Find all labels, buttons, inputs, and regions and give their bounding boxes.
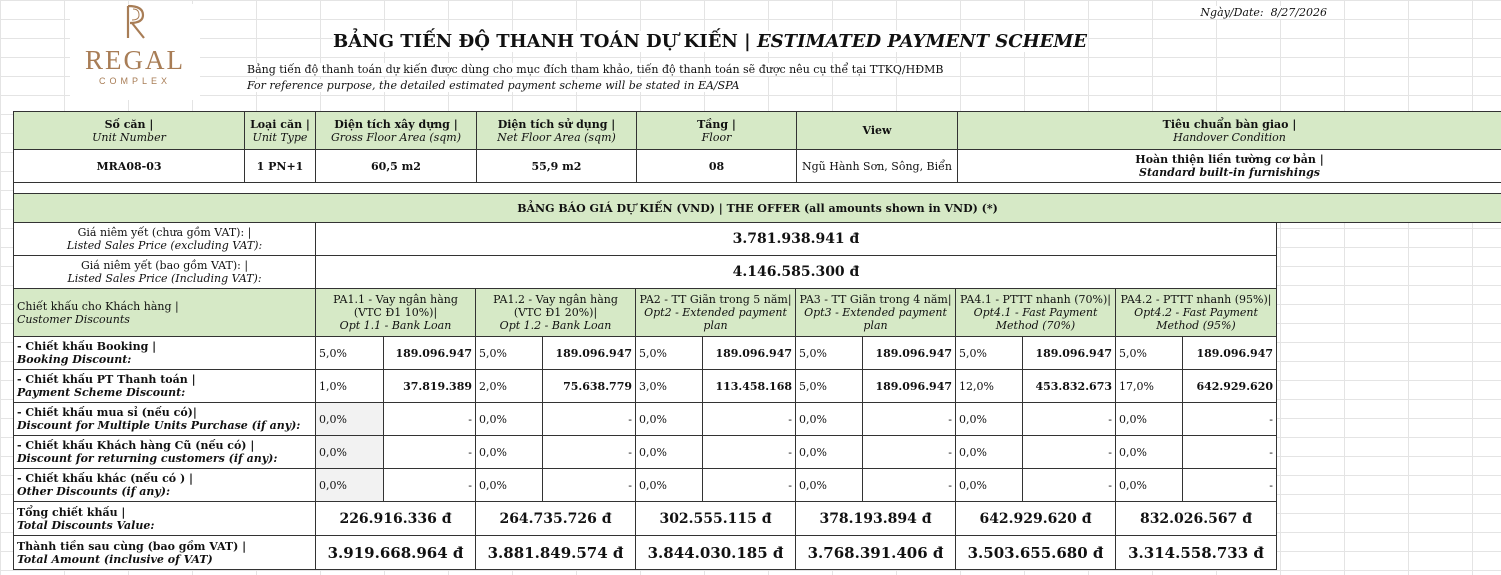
final-amount-value: 3.881.849.574 đ [476,536,636,570]
amount-cell: 189.096.947 [1183,337,1277,370]
amount-cell: 189.096.947 [543,337,636,370]
empty-cell [1277,469,1501,502]
pct-cell: 0,0% [476,403,543,436]
amount-cell: - [1023,403,1116,436]
amount-cell: - [384,469,476,502]
amount-cell: - [543,469,636,502]
pct-cell: 0,0% [796,403,863,436]
pct-cell: 0,0% [316,469,384,502]
unit-number-value: MRA08-03 [14,150,245,183]
total-discount-value: 378.193.894 đ [796,502,956,536]
amount-cell: - [863,403,956,436]
total-discount-label: Tổng chiết khấu | Total Discounts Value: [14,502,316,536]
final-amount-value: 3.844.030.185 đ [636,536,796,570]
listed-ex-value: 3.781.938.941 đ [316,223,1277,256]
pct-cell: 0,0% [796,436,863,469]
final-amount-value: 3.768.391.406 đ [796,536,956,570]
final-amount-row [14,536,1501,570]
empty-cell [1277,256,1501,289]
total-discount-value: 642.929.620 đ [956,502,1116,536]
pct-cell: 5,0% [796,370,863,403]
subtitle-en: For reference purpose, the detailed estimated payment scheme will be stated in EA/SPA [247,79,740,92]
amount-cell: 189.096.947 [1023,337,1116,370]
pct-cell: 5,0% [476,337,543,370]
amount-cell: - [384,436,476,469]
amount-cell: - [1023,436,1116,469]
total-discount-value: 226.916.336 đ [316,502,476,536]
pct-cell: 0,0% [796,469,863,502]
empty-cell [1277,536,1501,570]
header-floor: Tầng | Floor [637,112,797,150]
empty-cell [1277,289,1501,337]
discount-row-multiple [14,403,1501,436]
pct-cell: 0,0% [1116,469,1183,502]
header-gross-area: Diện tích xây dựng | Gross Floor Area (sqm) [316,112,477,150]
amount-cell: 113.458.168 [703,370,796,403]
net-area-value: 55,9 m2 [477,150,637,183]
pct-cell: 0,0% [316,436,384,469]
pct-cell: 0,0% [636,469,703,502]
row-label: - Chiết khấu Khách hàng Cũ (nếu có) | Discount for returning customers (if any): [14,436,316,469]
discount-row-booking [14,337,1501,370]
option-header-4: PA3 - TT Giãn trong 4 năm| Opt3 - Extended payment plan [796,289,956,337]
empty-cell [1277,337,1501,370]
floor-value: 08 [637,150,797,183]
date-label: Ngày/Date: [1200,6,1264,19]
handover-value: Hoàn thiện liền tường cơ bản | Standard built-in furnishings [958,150,1501,183]
listed-inc-value: 4.146.585.300 đ [316,256,1277,289]
unit-type-value: 1 PN+1 [245,150,316,183]
discount-row-other [14,469,1501,502]
amount-cell: - [1183,436,1277,469]
unit-info-table [13,111,1501,195]
pct-cell: 1,0% [316,370,384,403]
pct-cell: 12,0% [956,370,1023,403]
amount-cell: 189.096.947 [703,337,796,370]
brand-sub: COMPLEX [98,76,171,86]
pct-cell: 0,0% [1116,436,1183,469]
discount-header: Chiết khấu cho Khách hàng | Customer Discounts [14,289,316,337]
pct-cell: 5,0% [1116,337,1183,370]
header-unit-number: Số căn | Unit Number [14,112,245,150]
final-amount-value: 3.919.668.964 đ [316,536,476,570]
pct-cell: 5,0% [796,337,863,370]
offer-table [13,193,1501,570]
amount-cell: 189.096.947 [384,337,476,370]
pct-cell: 3,0% [636,370,703,403]
amount-cell: 75.638.779 [543,370,636,403]
listed-inc-label: Giá niêm yết (bao gồm VAT): | Listed Sales Price (Including VAT): [14,256,316,289]
pct-cell: 0,0% [476,436,543,469]
pct-cell: 5,0% [956,337,1023,370]
amount-cell: 37.819.389 [384,370,476,403]
amount-cell: - [384,403,476,436]
total-discount-value: 264.735.726 đ [476,502,636,536]
pct-cell: 0,0% [636,403,703,436]
option-header-3: PA2 - TT Giãn trong 5 năm| Opt2 - Extended payment plan [636,289,796,337]
pct-cell: 0,0% [956,436,1023,469]
row-label: - Chiết khấu Booking | Booking Discount: [14,337,316,370]
empty-cell [1277,502,1501,536]
total-discount-value: 832.026.567 đ [1116,502,1277,536]
amount-cell: - [703,436,796,469]
total-discount-value: 302.555.115 đ [636,502,796,536]
amount-cell: - [543,436,636,469]
amount-cell: - [1183,469,1277,502]
header-net-area: Diện tích sử dụng | Net Floor Area (sqm) [477,112,637,150]
empty-cell [1277,223,1501,256]
date-field [1196,6,1331,19]
pct-cell: 0,0% [956,469,1023,502]
pct-cell: 0,0% [316,403,384,436]
page-title [333,31,1087,52]
amount-cell: - [703,469,796,502]
row-label: - Chiết khấu PT Thanh toán | Payment Scheme Discount: [14,370,316,403]
empty-cell [1277,436,1501,469]
row-label: - Chiết khấu mua sỉ (nếu có)| Discount for Multiple Units Purchase (if any): [14,403,316,436]
brand-name: REGAL [85,45,185,75]
final-amount-value: 3.314.558.733 đ [1116,536,1277,570]
gross-area-value: 60,5 m2 [316,150,477,183]
title-vi: BẢNG TIẾN ĐỘ THANH TOÁN DỰ KIẾN | [333,31,757,52]
empty-cell [1277,370,1501,403]
header-unit-type: Loại căn | Unit Type [245,112,316,150]
total-discount-row [14,502,1501,536]
amount-cell: 189.096.947 [863,370,956,403]
amount-cell: - [863,469,956,502]
final-amount-label: Thành tiền sau cùng (bao gồm VAT) | Total Amount (inclusive of VAT) [14,536,316,570]
amount-cell: - [1023,469,1116,502]
header-view: View [797,112,958,150]
pct-cell: 5,0% [316,337,384,370]
option-header-2: PA1.2 - Vay ngân hàng (VTC Đ1 20%)| Opt 1.2 - Bank Loan [476,289,636,337]
amount-cell: 189.096.947 [863,337,956,370]
amount-cell: - [543,403,636,436]
regal-logo [70,4,200,100]
subtitle-vi: Bảng tiến độ thanh toán dự kiến được dùng cho mục đích tham khảo, tiến độ thanh toán sẽ được nêu cụ thể tại TTKQ/HĐMB [247,63,944,76]
pct-cell: 2,0% [476,370,543,403]
listed-ex-label: Giá niêm yết (chưa gồm VAT): | Listed Sales Price (excluding VAT): [14,223,316,256]
option-header-6: PA4.2 - PTTT nhanh (95%)| Opt4.2 - Fast Payment Method (95%) [1116,289,1277,337]
option-header-5: PA4.1 - PTTT nhanh (70%)| Opt4.1 - Fast Payment Method (70%) [956,289,1116,337]
amount-cell: - [863,436,956,469]
pct-cell: 0,0% [636,436,703,469]
final-amount-value: 3.503.655.680 đ [956,536,1116,570]
pct-cell: 0,0% [956,403,1023,436]
pct-cell: 17,0% [1116,370,1183,403]
date-value: 8/27/2026 [1270,6,1327,19]
pct-cell: 0,0% [476,469,543,502]
amount-cell: - [1183,403,1277,436]
empty-cell [1277,403,1501,436]
offer-title: BẢNG BÁO GIÁ DỰ KIẾN (VND) | THE OFFER (all amounts shown in VND) (*) [14,194,1501,223]
view-value: Ngũ Hành Sơn, Sông, Biển [797,150,958,183]
row-label: - Chiết khấu khác (nếu có ) | Other Discounts (if any): [14,469,316,502]
pct-cell: 0,0% [1116,403,1183,436]
amount-cell: - [703,403,796,436]
title-en: ESTIMATED PAYMENT SCHEME [756,31,1087,52]
option-header-1: PA1.1 - Vay ngân hàng (VTC Đ1 10%)| Opt 1.1 - Bank Loan [316,289,476,337]
discount-row-returning [14,436,1501,469]
amount-cell: 642.929.620 [1183,370,1277,403]
amount-cell: 453.832.673 [1023,370,1116,403]
pct-cell: 5,0% [636,337,703,370]
header-handover: Tiêu chuẩn bàn giao | Handover Condition [958,112,1501,150]
regal-monogram-icon [121,4,149,40]
discount-row-payment [14,370,1501,403]
